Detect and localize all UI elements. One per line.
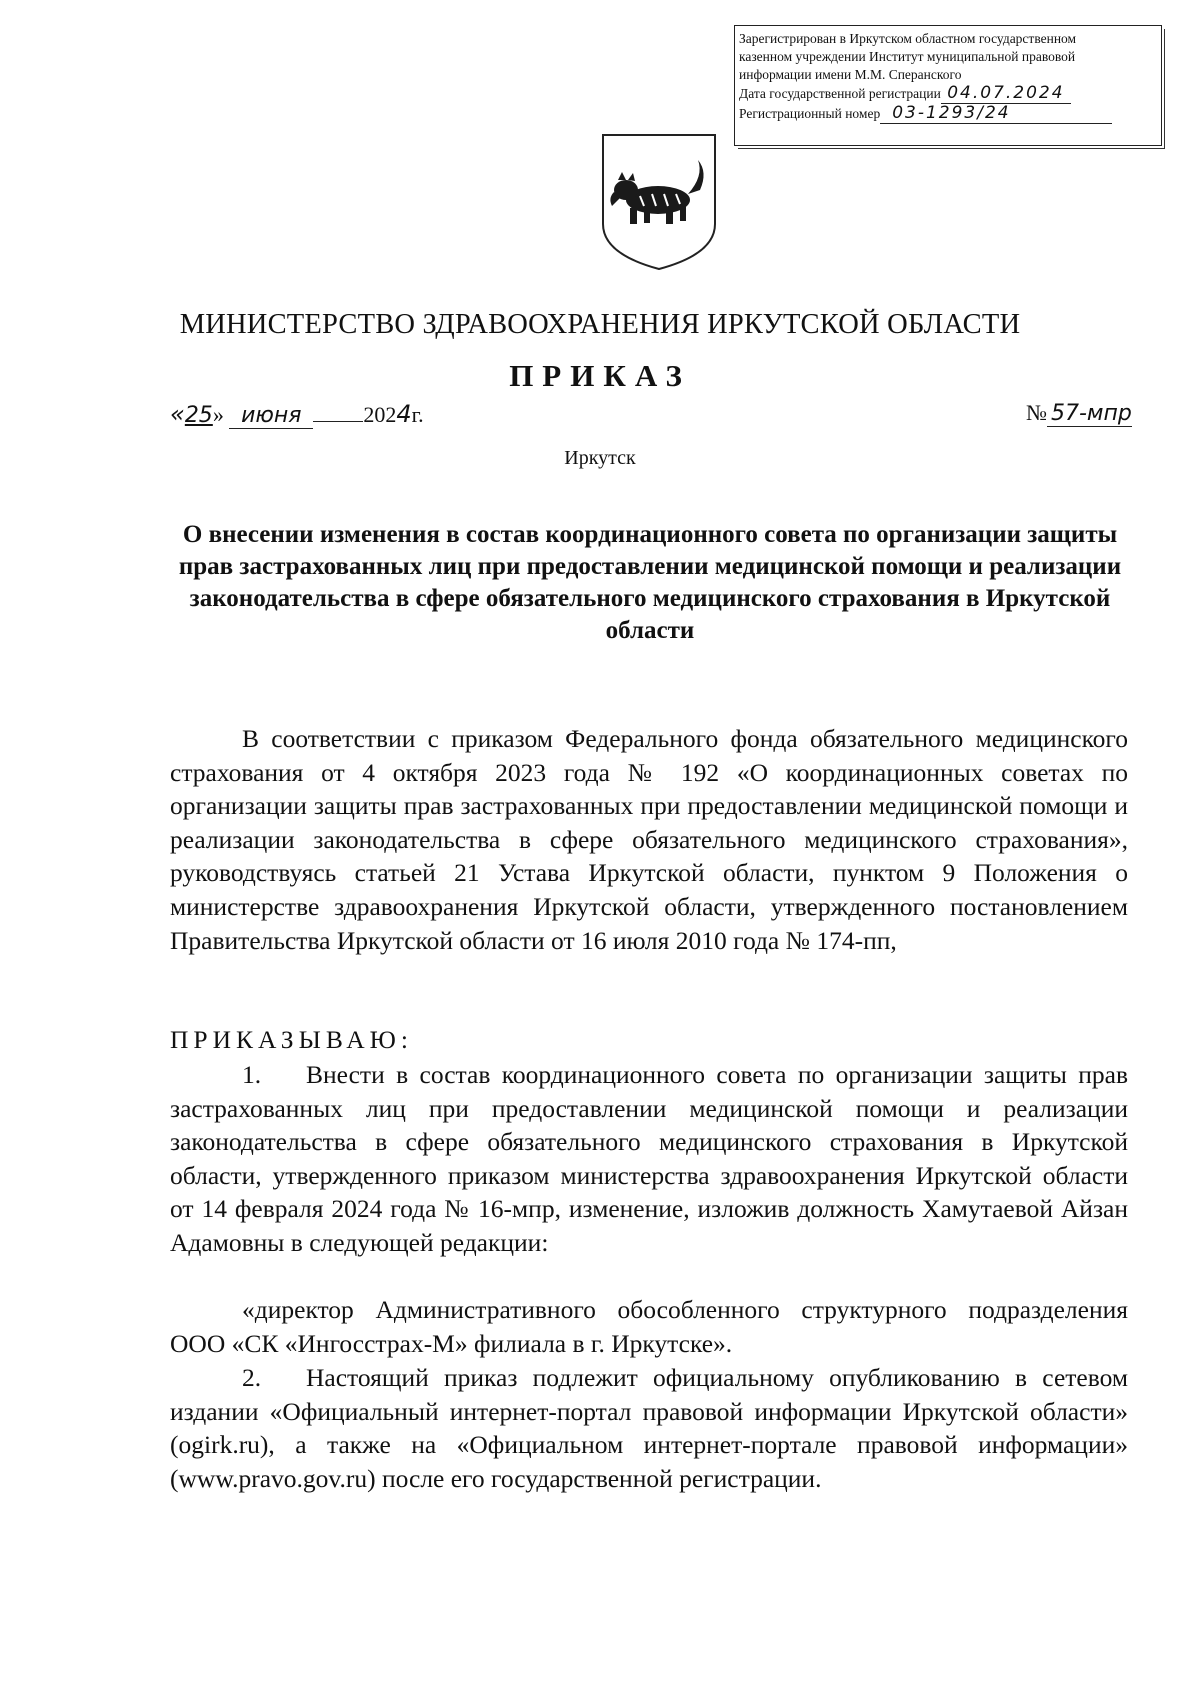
number-value: 57-мпр bbox=[1047, 401, 1132, 427]
order-subject: О внесении изменения в состав координационного совета по организации защиты прав застрахованных лиц при предоставлении медицинской помощи и реализации законодательства в сфере обязательного медицинского страхования в Иркутской области bbox=[178, 521, 1122, 644]
date-quote-close: » bbox=[212, 402, 224, 427]
order-date bbox=[170, 400, 424, 429]
date-month: июня bbox=[229, 403, 313, 429]
city-name: Иркутск bbox=[564, 447, 636, 469]
item-2-number: 2. bbox=[242, 1363, 262, 1392]
date-year-prefix: 202 bbox=[363, 402, 397, 427]
date-quote-open: « bbox=[170, 400, 185, 428]
item-1-paragraph bbox=[170, 1058, 1128, 1260]
item-2-text: Настоящий приказ подлежит официальному опубликованию в сетевом издании «Официальный интернет-портал правовой информации Иркутской области» (ogirk.ru), а также на «Официальном интернет-портале правовой информации» (www.pravo.gov.ru) после его государственной регистрации. bbox=[170, 1363, 1128, 1493]
registration-stamp bbox=[734, 25, 1162, 146]
stamp-number-value: 03-1293/24 bbox=[892, 103, 1011, 123]
stamp-date-value: 04.07.2024 bbox=[947, 83, 1065, 103]
number-sign: № bbox=[1026, 400, 1047, 425]
stamp-date-label: Дата государственной регистрации bbox=[739, 86, 941, 101]
ministry-name: МИНИСТЕРСТВО ЗДРАВООХРАНЕНИЯ ИРКУТСКОЙ ОБЛАСТИ bbox=[179, 309, 1021, 340]
stamp-line-2: казенном учреждении Институт муниципальной правовой bbox=[739, 49, 1076, 64]
item-1-text: Внести в состав координационного совета по организации защиты прав застрахованных лиц при предоставлении медицинской помощи и реализации законодательства в сфере обязательного медицинского страхования в Иркутской области, утвержденного приказом министерства здравоохранения Иркутской области от 14 февраля 2024 года № 16-мпр, изменение, изложив должность Хамутаевой Айзан Адамовны в следующей редакции: bbox=[170, 1060, 1128, 1257]
coat-of-arms-icon bbox=[600, 132, 718, 272]
preamble-text: В соответствии с приказом Федерального фонда обязательного медицинского страхования от 4 октября 2023 года № 192 «О координационных советах по организации защиты прав застрахованных при предоставлении медицинской помощи и реализации законодательства в сфере обязательного медицинского страхования», руководствуясь статьей 21 Устава Иркутской области, пунктом 9 Положения о министерстве здравоохранения Иркутской области, утвержденного постановлением Правительства Иркутской области от 16 июля 2010 года № 174-пп, bbox=[170, 724, 1128, 955]
item-1-quote-paragraph bbox=[170, 1293, 1128, 1360]
date-year-digit: 4 bbox=[396, 400, 412, 428]
stamp-line-3: информации имени М.М. Сперанского bbox=[739, 67, 962, 82]
stamp-number-row bbox=[739, 104, 1161, 124]
stamp-line-1: Зарегистрирован в Иркутском областном государственном bbox=[739, 31, 1077, 46]
stamp-date-row bbox=[739, 84, 1161, 104]
decree-word: ПРИКАЗЫВАЮ: bbox=[170, 1025, 413, 1054]
preamble-paragraph bbox=[170, 722, 1128, 957]
item-2-paragraph bbox=[170, 1361, 1128, 1495]
stamp-number-label: Регистрационный номер bbox=[739, 106, 881, 121]
item-1-number: 1. bbox=[242, 1060, 262, 1089]
date-day: 25 bbox=[184, 403, 213, 428]
item-1-quote: «директор Административного обособленного структурного подразделения ООО «СК «Ингосстрах-М» филиала в г. Иркутске». bbox=[170, 1295, 1128, 1358]
date-suffix: г. bbox=[411, 402, 424, 427]
order-number bbox=[1026, 400, 1132, 426]
document-type-title: ПРИКАЗ bbox=[509, 358, 691, 393]
